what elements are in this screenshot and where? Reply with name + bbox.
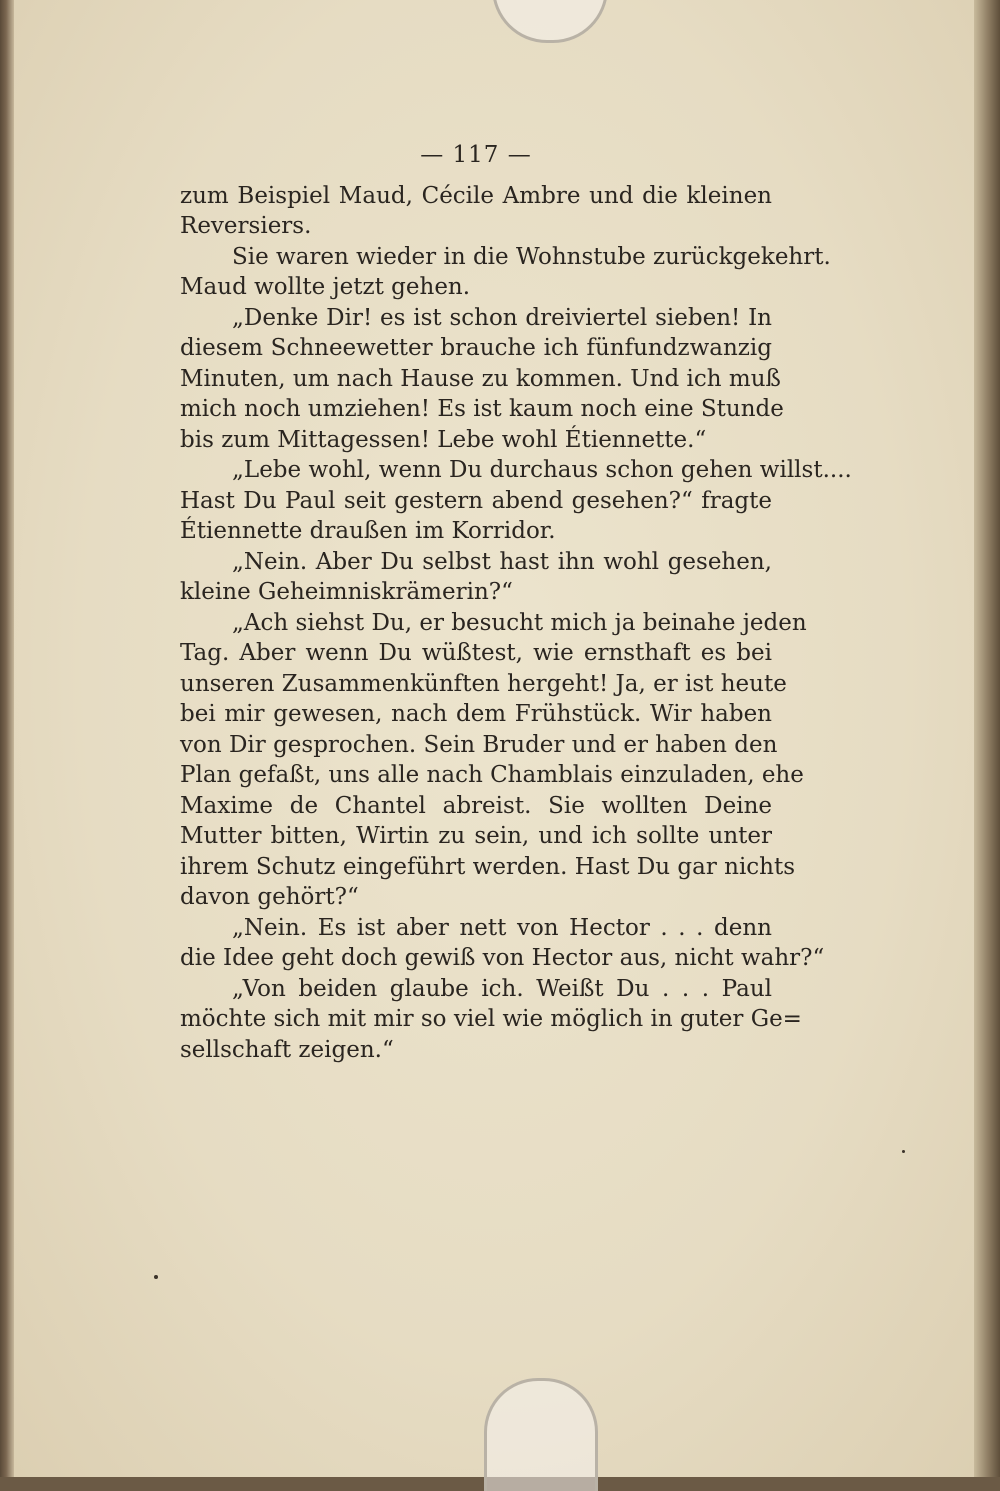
text-line: Sie waren wieder in die Wohnstube zurückgekehrt. [232, 243, 831, 270]
text-line: „Nein. Aber Du selbst hast ihn wohl gesehen, [232, 548, 772, 575]
text-line: „Von beiden glaube ich. Weißt Du . . . Paul [232, 975, 772, 1002]
text-line: ihrem Schutz eingeführt werden. Hast Du gar nichts [180, 853, 796, 880]
text-line: Minuten, um nach Hause zu kommen. Und ich muß [180, 365, 781, 392]
text-line: Mutter bitten, Wirtin zu sein, und ich sollte unter [180, 823, 772, 849]
text-line: Maud wollte jetzt gehen. [180, 274, 471, 300]
text-line: „Ach siehst Du, er besucht mich ja beinahe jeden [232, 609, 807, 636]
text-line: mich noch umziehen! Es ist kaum noch eine Stunde [180, 396, 784, 422]
text-line: „Denke Dir! es ist schon dreiviertel sieben! In [232, 304, 772, 331]
text-line: bei mir gewesen, nach dem Frühstück. Wir haben [180, 701, 772, 727]
text-line: die Idee geht doch gewiß von Hector aus, nicht wahr?“ [180, 945, 825, 971]
text-line: Tag. Aber wenn Du wüßtest, wie ernsthaft es bei [180, 640, 772, 666]
paper-speck [154, 1275, 158, 1279]
paper-speck [902, 1150, 905, 1153]
text-line: von Dir gesprochen. Sein Bruder und er haben den [180, 731, 778, 758]
text-line: diesem Schneewetter brauche ich fünfundzwanzig [180, 335, 772, 361]
page-text [180, 140, 852, 1065]
text-line: unseren Zusammenkünften hergeht! Ja, er ist heute [180, 670, 787, 697]
text-line: bis zum Mittagessen! Lebe wohl Étiennette.“ [180, 426, 707, 453]
paper-clip-top [492, 0, 608, 43]
body-text [180, 181, 852, 1066]
text-line: kleine Geheimniskrämerin?“ [180, 579, 513, 605]
text-line: möchte sich mit mir so viel wie möglich in guter Ge= [180, 1006, 802, 1032]
text-line: davon gehört?“ [180, 884, 359, 910]
text-line: Hast Du Paul seit gestern abend gesehen?“ fragte [180, 487, 772, 514]
text-line: „Lebe wohl, wenn Du durchaus schon gehen willst.... [232, 457, 852, 483]
text-line: Reversiers. [180, 213, 312, 239]
text-line: Maxime de Chantel abreist. Sie wollten Deine [180, 792, 772, 819]
text-line: „Nein. Es ist aber nett von Hector . . . denn [232, 914, 772, 941]
text-line: Étiennette draußen im Korridor. [180, 518, 556, 544]
text-line: sellschaft zeigen.“ [180, 1036, 394, 1063]
page-number: — 117 — [420, 142, 532, 168]
text-line: Plan gefaßt, uns alle nach Chamblais einzuladen, ehe [180, 762, 804, 788]
text-line: zum Beispiel Maud, Cécile Ambre und die kleinen [180, 182, 772, 209]
paper-clip-bottom [484, 1378, 598, 1491]
